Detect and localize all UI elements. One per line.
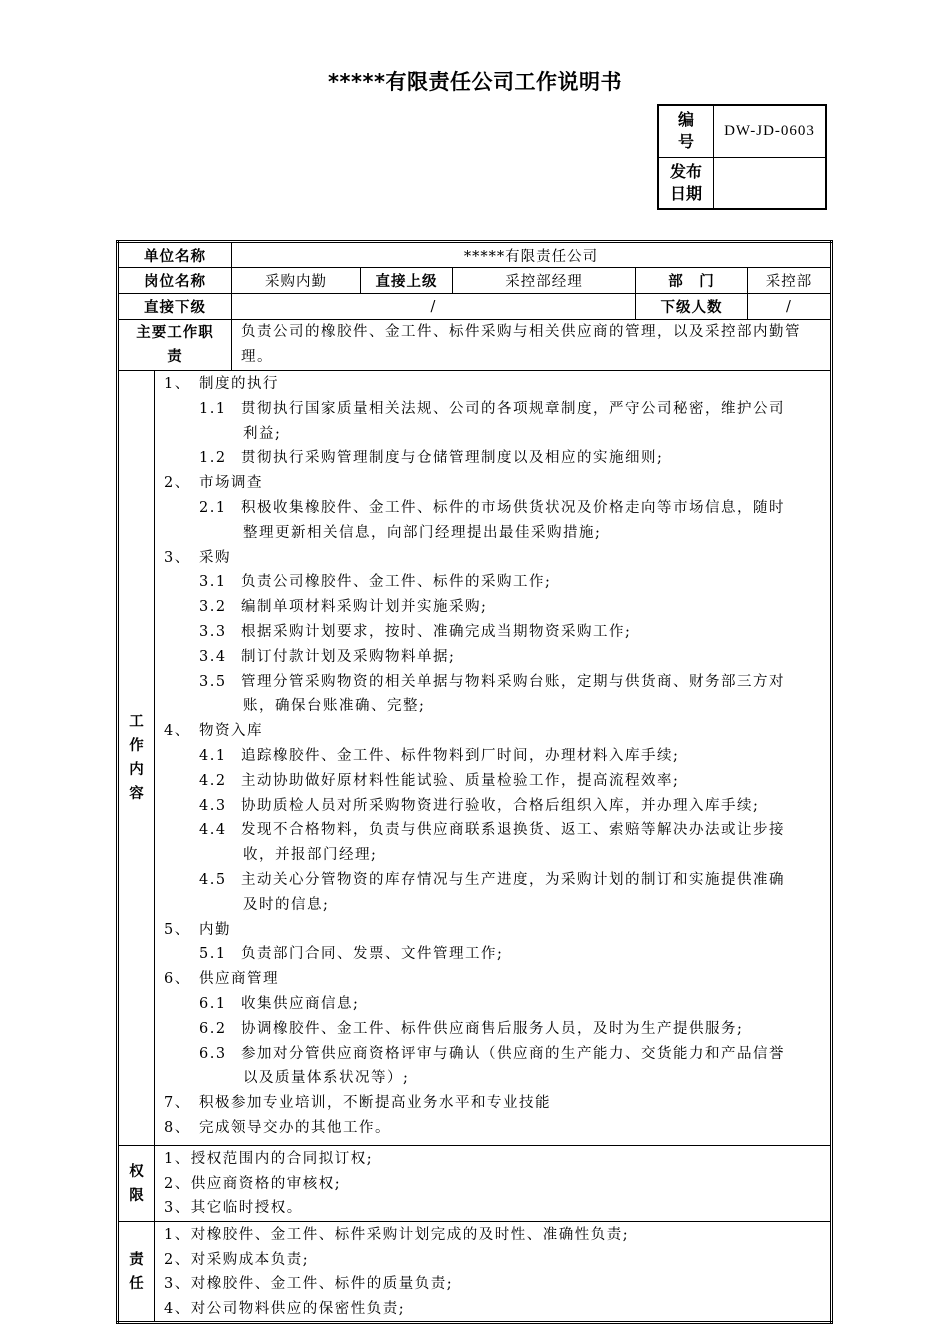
item-text: 内勤	[199, 921, 231, 938]
work-item	[155, 670, 830, 695]
list-item: 2、供应商资格的审核权;	[164, 1175, 342, 1192]
item-number: 5、	[164, 921, 191, 938]
item-text: 收集供应商信息;	[241, 995, 360, 1012]
document-title: *****有限责任公司工作说明书	[328, 70, 622, 94]
work-item	[155, 397, 830, 422]
item-number: 3.5	[199, 673, 227, 690]
item-number: 4.2	[199, 772, 227, 789]
work-item	[155, 868, 830, 893]
list-item: 1、授权范围内的合同拟订权;	[164, 1151, 374, 1167]
work-section-heading	[155, 546, 830, 571]
item-text: 根据采购计划要求，按时、准确完成当期物资采购工作;	[241, 623, 632, 640]
item-number: 4.3	[199, 797, 227, 814]
work-content-list	[155, 371, 832, 1146]
code-label: 编 号	[658, 105, 714, 157]
code-value: DW-JD-0603	[714, 105, 827, 157]
list-item: 3、其它临时授权。	[164, 1200, 303, 1217]
item-text: 物资入库	[199, 723, 263, 740]
item-text: 主动关心分管物资的库存情况与生产进度，为采购计划的制订和实施提供准确	[241, 871, 785, 888]
item-text: 负责部门合同、发票、文件管理工作;	[241, 946, 504, 963]
item-text: 制度的执行	[199, 376, 279, 392]
item-number: 1.2	[199, 450, 227, 467]
work-content-label: 工 作 内 容	[118, 371, 155, 1146]
item-number: 3.4	[199, 648, 227, 665]
work-item	[155, 1017, 830, 1042]
work-item	[155, 769, 830, 794]
responsibility-label: 责 任	[118, 1222, 155, 1323]
position-label: 岗位名称	[118, 268, 232, 294]
item-text: 制订付款计划及采购物料单据;	[241, 648, 456, 665]
list-item: 4、对公司物料供应的保密性负责;	[164, 1300, 406, 1317]
item-number: 3.2	[199, 599, 227, 616]
item-number: 1.1	[199, 400, 227, 417]
work-item	[155, 570, 830, 595]
item-number: 3.1	[199, 574, 227, 591]
work-item	[155, 620, 830, 645]
department-value: 采控部	[748, 268, 832, 294]
item-text: 编制单项材料采购计划并实施采购;	[241, 599, 488, 616]
subordinate-count-label: 下级人数	[636, 294, 748, 320]
item-text: 追踪橡胶件、金工件、标件物料到厂时间，办理材料入库手续;	[241, 747, 680, 764]
item-text: 完成领导交办的其他工作。	[199, 1119, 391, 1136]
work-section-heading	[155, 471, 830, 496]
work-item-continuation: 账，确保台账准确、完整;	[243, 698, 426, 715]
item-number: 4、	[164, 723, 191, 740]
item-number: 6、	[164, 971, 191, 988]
work-item	[155, 1042, 830, 1067]
item-number: 4.5	[199, 871, 227, 888]
unit-name-value: *****有限责任公司	[232, 242, 832, 268]
item-text: 负责公司橡胶件、金工件、标件的采购工作;	[241, 574, 552, 591]
authority-list	[155, 1146, 832, 1222]
work-section-heading	[155, 918, 830, 943]
work-item-continuation: 整理更新相关信息，向部门经理提出最佳采购措施;	[243, 524, 602, 541]
work-section-heading	[155, 719, 830, 744]
list-item: 3、对橡胶件、金工件、标件的质量负责;	[164, 1276, 454, 1293]
subordinate-label: 直接下级	[118, 294, 232, 320]
item-text: 积极参加专业培训，不断提高业务水平和专业技能	[199, 1095, 551, 1112]
supervisor-label: 直接上级	[361, 268, 453, 294]
item-text: 采购	[199, 549, 231, 566]
item-number: 3、	[164, 549, 191, 566]
work-item	[155, 595, 830, 620]
authority-label: 权 限	[118, 1146, 155, 1222]
document-meta-table	[657, 104, 827, 210]
main-duty-label: 主要工作职 责	[118, 320, 232, 371]
item-number: 5.1	[199, 946, 227, 963]
subordinate-count-value: /	[748, 294, 832, 320]
subordinate-value: /	[232, 294, 636, 320]
item-text: 主动协助做好原材料性能试验、质量检验工作，提高流程效率;	[241, 772, 680, 789]
item-text: 管理分管采购物资的相关单据与物料采购台账，定期与供货商、财务部三方对	[241, 673, 785, 690]
work-section-heading	[155, 372, 830, 397]
item-number: 7、	[164, 1095, 191, 1112]
supervisor-value: 采控部经理	[453, 268, 636, 294]
responsibility-list	[155, 1222, 832, 1323]
item-number: 2、	[164, 475, 191, 492]
item-text: 供应商管理	[199, 971, 279, 988]
item-number: 6.1	[199, 995, 227, 1012]
work-item-continuation: 以及质量体系状况等）;	[243, 1070, 410, 1087]
item-number: 6.3	[199, 1045, 227, 1062]
item-text: 积极收集橡胶件、金工件、标件的市场供货状况及价格走向等市场信息，随时	[241, 499, 785, 516]
list-item: 1、对橡胶件、金工件、标件采购计划完成的及时性、准确性负责;	[164, 1227, 630, 1243]
item-number: 4.4	[199, 822, 227, 839]
work-item-continuation: 收，并报部门经理;	[243, 847, 378, 864]
item-text: 贯彻执行采购管理制度与仓储管理制度以及相应的实施细则;	[241, 450, 664, 467]
item-text: 协调橡胶件、金工件、标件供应商售后服务人员，及时为生产提供服务;	[241, 1020, 744, 1037]
work-item-continuation: 及时的信息;	[243, 896, 330, 913]
work-item	[155, 818, 830, 843]
date-label: 发布 日期	[658, 157, 714, 209]
item-text: 贯彻执行国家质量相关法规、公司的各项规章制度，严守公司秘密，维护公司	[241, 400, 785, 417]
job-description-table	[116, 240, 833, 1324]
work-item	[155, 645, 830, 670]
main-duty-text: 负责公司的橡胶件、金工件、标件采购与相关供应商的管理，以及采控部内勤管理。	[232, 320, 832, 371]
item-text: 协助质检人员对所采购物资进行验收，合格后组织入库，并办理入库手续;	[241, 797, 760, 814]
date-value	[714, 157, 827, 209]
item-text: 参加对分管供应商资格评审与确认（供应商的生产能力、交货能力和产品信誉	[241, 1045, 785, 1062]
department-label: 部 门	[636, 268, 748, 294]
work-item	[155, 794, 830, 819]
work-item	[155, 446, 830, 471]
work-item	[155, 744, 830, 769]
item-number: 3.3	[199, 623, 227, 640]
work-item	[155, 992, 830, 1017]
work-section-heading	[155, 1116, 830, 1141]
position-value: 采购内勤	[232, 268, 361, 294]
item-text: 发现不合格物料，负责与供应商联系退换货、返工、索赔等解决办法或让步接	[241, 822, 785, 839]
list-item: 2、对采购成本负责;	[164, 1251, 310, 1268]
work-section-heading	[155, 967, 830, 992]
work-section-heading	[155, 1091, 830, 1116]
item-number: 2.1	[199, 499, 227, 516]
work-item	[155, 942, 830, 967]
item-number: 6.2	[199, 1020, 227, 1037]
item-number: 8、	[164, 1119, 191, 1136]
item-number: 1、	[164, 376, 191, 392]
work-item	[155, 496, 830, 521]
unit-name-label: 单位名称	[118, 242, 232, 268]
item-number: 4.1	[199, 747, 227, 764]
work-item-continuation: 利益;	[243, 425, 282, 442]
item-text: 市场调查	[199, 475, 263, 492]
